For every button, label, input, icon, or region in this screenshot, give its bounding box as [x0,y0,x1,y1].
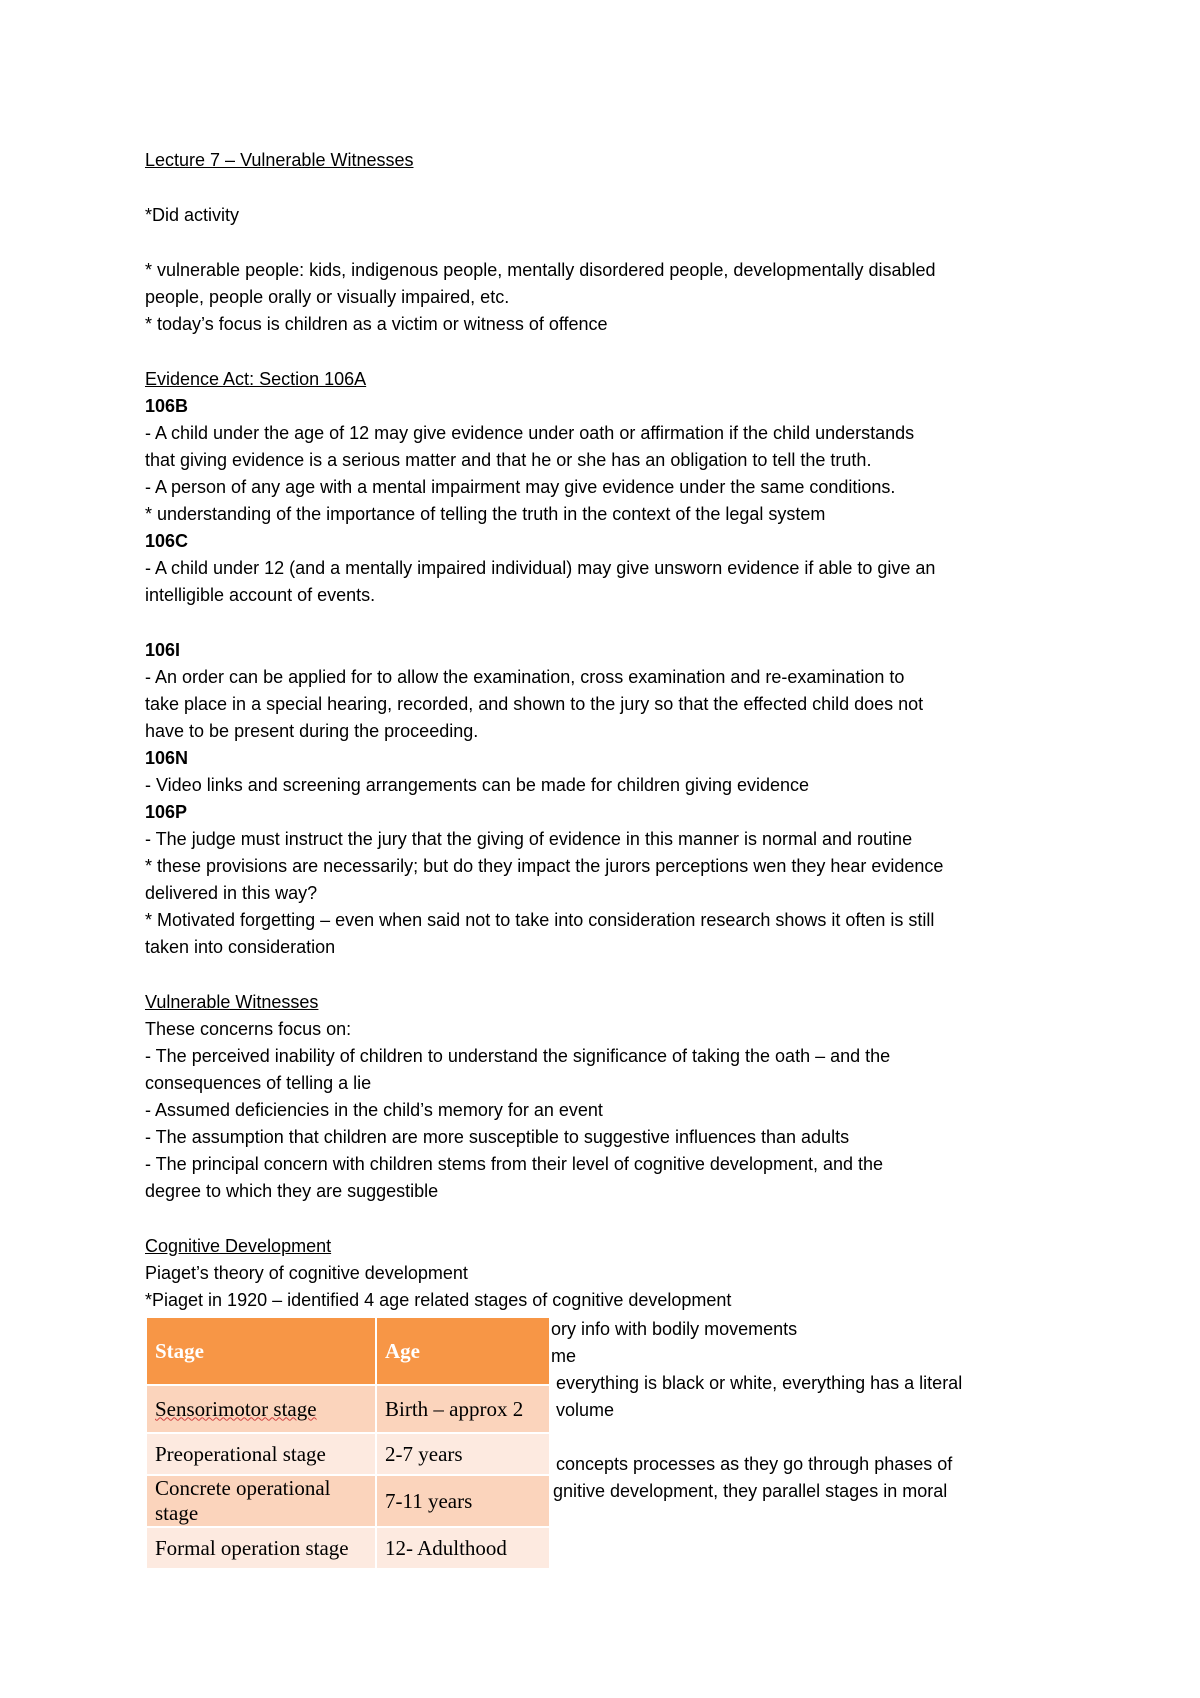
obscured-text-3: everything is black or white, everything has a literal [556,1373,963,1393]
table-row [146,1433,550,1475]
focus-note: * today’s focus is children as a victim or witness of offence [145,314,608,334]
table-row [146,1475,550,1527]
stage-cell: Sensorimotor stage [155,1396,317,1421]
section-106p-line-3: delivered in this way? [145,883,318,903]
section-106p-line-2: * these provisions are necessarily; but do they impact the jurors perceptions wen they hear evidence [145,856,944,876]
concern-4-line-1: - The principal concern with children stems from their level of cognitive development, and the [145,1154,884,1174]
section-106n-line-1: - Video links and screening arrangements can be made for children giving evidence [145,775,810,795]
vulnerable-witnesses-heading: Vulnerable Witnesses [145,992,319,1012]
evidence-act-heading: Evidence Act: Section 106A [145,369,367,389]
piaget-theory: Piaget’s theory of cognitive development [145,1263,468,1283]
section-106c-line-2: intelligible account of events. [145,585,376,605]
section-106c-line-1: - A child under 12 (and a mentally impaired individual) may give unsworn evidence if able to give an [145,558,936,578]
table-header-stage: Stage [146,1317,376,1385]
section-106i-line-2: take place in a special hearing, recorded, and shown to the jury so that the effected child does not [145,694,924,714]
piaget-stages-note: *Piaget in 1920 – identified 4 age related stages of cognitive development [145,1290,732,1310]
page-title: Lecture 7 – Vulnerable Witnesses [145,150,414,170]
concern-4-line-2: degree to which they are suggestible [145,1181,439,1201]
section-106c-label: 106C [145,531,189,551]
table-row [146,1385,550,1433]
section-106p-line-4: * Motivated forgetting – even when said not to take into consideration research shows it often is still [145,910,935,930]
concerns-intro: These concerns focus on: [145,1019,352,1039]
stage-cell: Preoperational stage [146,1433,376,1475]
stage-cell: Formal operation stage [146,1527,376,1569]
obscured-text-1: ory info with bodily movements [551,1319,798,1339]
obscured-text-6: gnitive development, they parallel stages in moral [553,1481,948,1501]
age-cell: 7-11 years [376,1475,550,1527]
table-header-row [146,1317,550,1385]
concern-1-line-1: - The perceived inability of children to understand the significance of taking the oath – and the [145,1046,891,1066]
cognitive-stages-table [145,1316,551,1570]
obscured-text-4: volume [556,1400,615,1420]
age-cell: 12- Adulthood [376,1527,550,1569]
section-106p-label: 106P [145,802,188,822]
table-header-age: Age [376,1317,550,1385]
section-106i-label: 106I [145,640,181,660]
section-106b-line-2: that giving evidence is a serious matter and that he or she has an obligation to tell the truth. [145,450,872,470]
section-106p-line-1: - The judge must instruct the jury that the giving of evidence in this manner is normal and routine [145,829,913,849]
section-106b-line-4: * understanding of the importance of telling the truth in the context of the legal system [145,504,826,524]
concern-1-line-2: consequences of telling a lie [145,1073,372,1093]
section-106n-label: 106N [145,748,189,768]
section-106b-line-3: - A person of any age with a mental impairment may give evidence under the same conditions. [145,477,896,497]
concern-3: - The assumption that children are more susceptible to suggestive influences than adults [145,1127,850,1147]
table-row [146,1527,550,1569]
section-106b-label: 106B [145,396,189,416]
obscured-text-2: me [551,1346,577,1366]
vulnerable-people-line-1: * vulnerable people: kids, indigenous people, mentally disordered people, developmentally disabled [145,260,936,280]
vulnerable-people-line-2: people, people orally or visually impaired, etc. [145,287,510,307]
cognitive-development-heading: Cognitive Development [145,1236,332,1256]
activity-note: *Did activity [145,205,240,225]
section-106p-line-5: taken into consideration [145,937,336,957]
section-106i-line-3: have to be present during the proceeding. [145,721,479,741]
age-cell: 2-7 years [376,1433,550,1475]
stage-cell: Concrete operational stage [146,1475,376,1527]
age-cell: Birth – approx 2 [376,1385,550,1433]
obscured-text-5: concepts processes as they go through phases of [556,1454,953,1474]
section-106i-line-1: - An order can be applied for to allow the examination, cross examination and re-examination to [145,667,905,687]
concern-2: - Assumed deficiencies in the child’s memory for an event [145,1100,603,1120]
section-106b-line-1: - A child under the age of 12 may give evidence under oath or affirmation if the child understands [145,423,915,443]
